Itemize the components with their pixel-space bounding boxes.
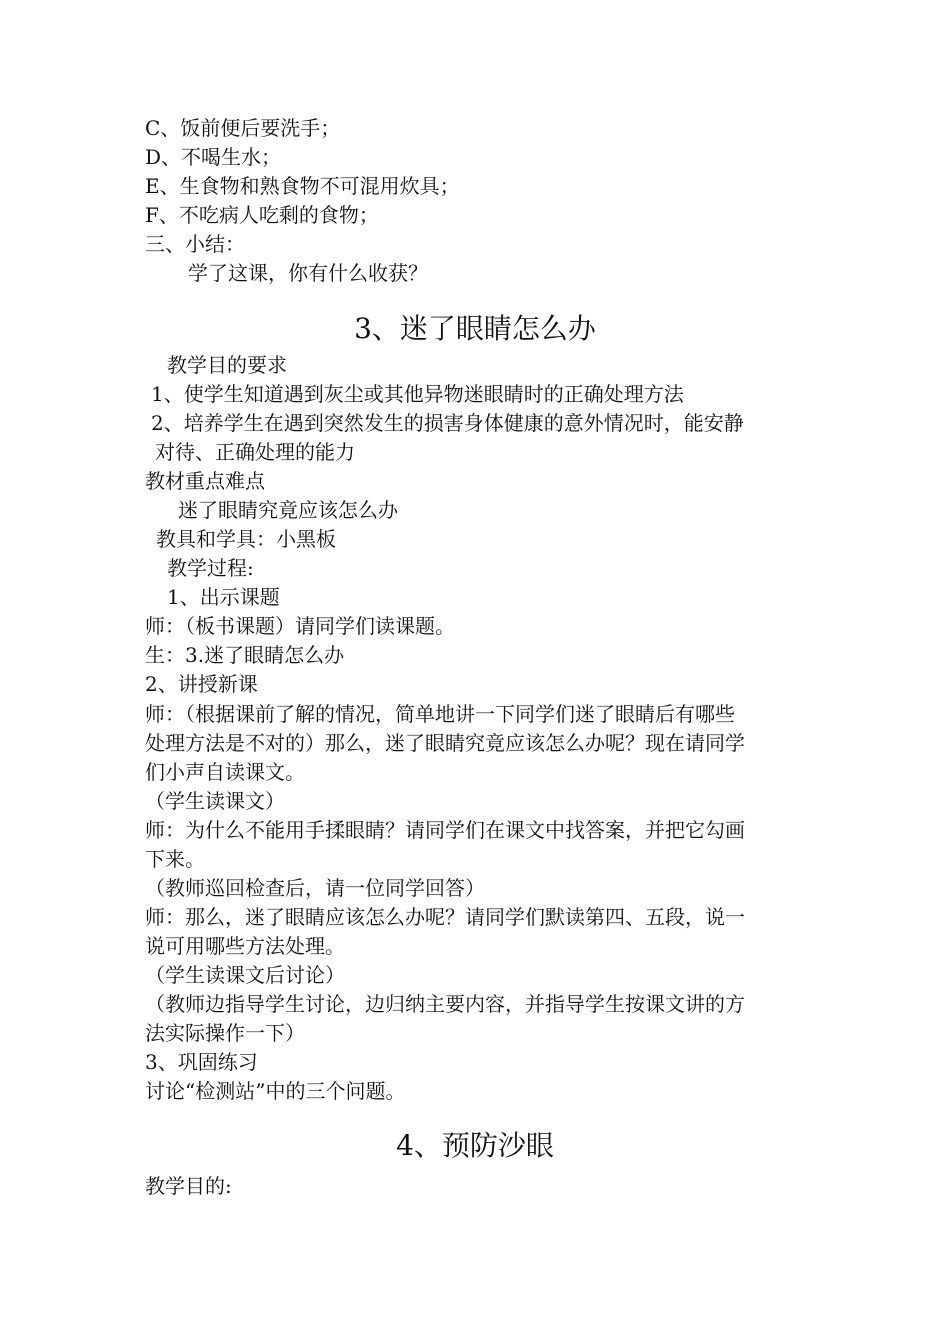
lesson3-note-1: （学生读课文） <box>145 789 285 813</box>
lesson3-step-2: 2、讲授新课 <box>145 672 258 696</box>
lesson3-note-4-line1: （教师边指导学生讨论，边归纳主要内容，并指导学生按课文讲的方 <box>145 992 745 1016</box>
lesson3-teacher-2-line3: 们小声自读课文。 <box>145 760 305 784</box>
lesson3-keypoints: 迷了眼睛究竟应该怎么办 <box>178 498 398 522</box>
lesson3-goals-heading: 教学目的要求 <box>167 353 287 377</box>
lesson3-goal-2-line2: 对待、正确处理的能力 <box>155 440 355 464</box>
item-e: E、生食物和熟食物不可混用炊具； <box>145 174 460 198</box>
summary-question: 学了这课，你有什么收获？ <box>188 261 428 285</box>
lesson3-teacher-3-line2: 下来。 <box>145 847 205 871</box>
lesson3-tools: 教具和学具：小黑板 <box>156 527 336 551</box>
lesson3-step-1: 1、出示课题 <box>167 585 280 609</box>
lesson3-teacher-4-line2: 说可用哪些方法处理。 <box>145 934 345 958</box>
lesson3-exercise: 讨论“检测站”中的三个问题。 <box>145 1079 406 1103</box>
lesson3-teacher-3-line1: 师：为什么不能用手揉眼睛？请同学们在课文中找答案，并把它勾画 <box>145 818 745 842</box>
lesson4-title: 4、预防沙眼 <box>396 1129 554 1162</box>
lesson3-student-1: 生：3.迷了眼睛怎么办 <box>145 643 345 667</box>
lesson3-teacher-2-line1: 师：（根据课前了解的情况，简单地讲一下同学们迷了眼睛后有哪些 <box>145 702 735 726</box>
lesson3-teacher-1: 师：（板书课题）请同学们读课题。 <box>145 614 455 638</box>
lesson3-goal-1: 1、使学生知道遇到灰尘或其他异物迷眼睛时的正确处理方法 <box>151 382 684 406</box>
lesson3-teacher-4-line1: 师：那么，迷了眼睛应该怎么办呢？请同学们默读第四、五段，说一 <box>145 905 745 929</box>
lesson3-keypoints-heading: 教材重点难点 <box>145 469 265 493</box>
lesson3-teacher-2-line2: 处理方法是不对的）那么，迷了眼睛究竟应该怎么办呢？现在请同学 <box>145 731 745 755</box>
lesson3-note-2: （教师巡回检查后，请一位同学回答） <box>145 876 485 900</box>
lesson3-process-heading: 教学过程: <box>167 556 254 580</box>
item-c: C、饭前便后要洗手； <box>145 116 341 140</box>
summary-heading: 三、小结： <box>145 232 245 256</box>
lesson3-goal-2-line1: 2、培养学生在遇到突然发生的损害身体健康的意外情况时，能安静 <box>151 411 744 435</box>
lesson3-note-4-line2: 法实际操作一下） <box>145 1021 305 1045</box>
item-f: F、不吃病人吃剩的食物； <box>145 203 379 227</box>
lesson3-note-3: （学生读课文后讨论） <box>145 963 345 987</box>
item-d: D、不喝生水； <box>145 145 282 169</box>
lesson3-step-3: 3、巩固练习 <box>145 1050 258 1074</box>
lesson3-title: 3、迷了眼睛怎么办 <box>354 312 596 345</box>
lesson4-goals-heading: 教学目的: <box>145 1174 232 1198</box>
